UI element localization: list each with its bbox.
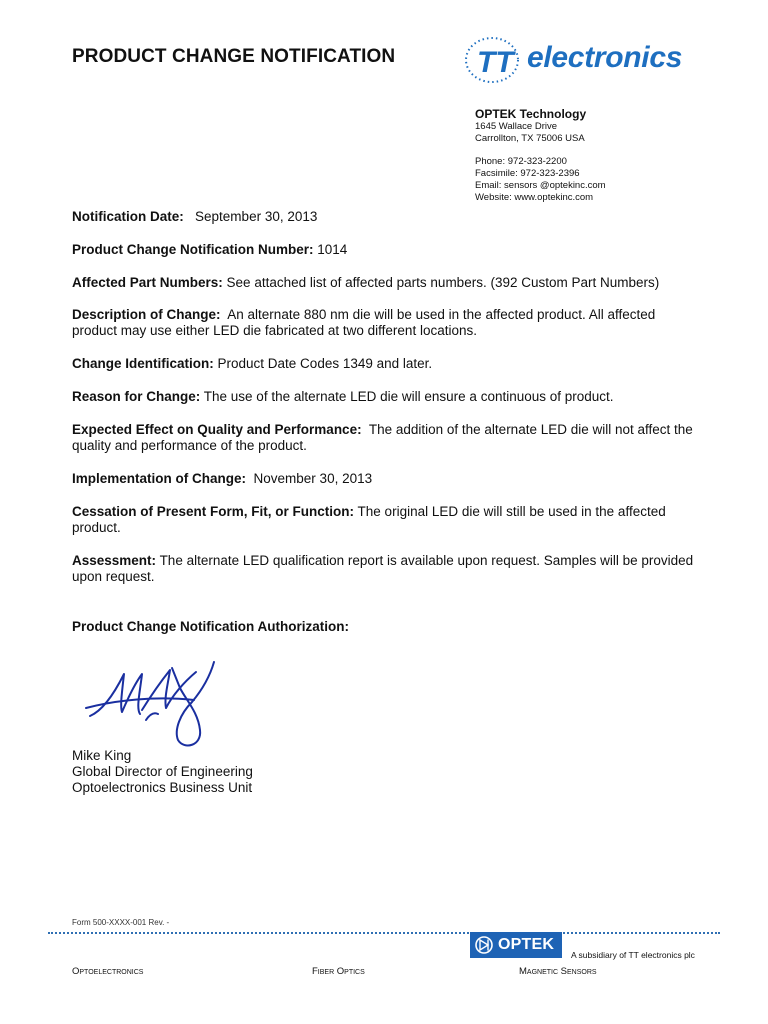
document-title: PRODUCT CHANGE NOTIFICATION <box>72 46 396 67</box>
email: Email: sensors @optekinc.com <box>475 180 606 191</box>
field-implementation <box>72 471 702 487</box>
field-label: Cessation of Present Form, Fit, or Function: <box>72 504 355 519</box>
field-label: Assessment: <box>72 553 157 568</box>
field-notification-date <box>72 209 702 225</box>
field-label: Notification Date: <box>72 209 184 224</box>
address-line-2: Carrollton, TX 75006 USA <box>475 133 585 144</box>
field-expected-effect <box>72 422 702 454</box>
signatory-unit: Optoelectronics Business Unit <box>72 780 253 795</box>
fax: Facsimile: 972-323-2396 <box>475 168 580 179</box>
optek-logo-text: OPTEK <box>498 936 555 953</box>
field-label: Product Change Notification Number: <box>72 242 314 257</box>
footer-divider <box>48 932 720 934</box>
field-reason <box>72 389 702 405</box>
field-value: September 30, 2013 <box>195 209 318 224</box>
field-description <box>72 307 702 339</box>
signatory-title: Global Director of Engineering <box>72 764 253 779</box>
company-name: OPTEK Technology <box>475 107 587 121</box>
field-label: Implementation of Change: <box>72 471 247 486</box>
field-value: The use of the alternate LED die will ensure a continuous of product. <box>203 389 614 404</box>
field-value: Product Date Codes 1349 and later. <box>217 356 433 371</box>
form-number: Form 500-XXXX-001 Rev. - <box>72 918 170 927</box>
optek-diode-icon <box>473 935 497 955</box>
signatory-block <box>72 748 253 796</box>
optek-logo <box>470 932 562 958</box>
footer-magnetic-sensors: Magnetic Sensors <box>519 966 597 977</box>
field-value: 1014 <box>317 242 348 257</box>
field-label: Description of Change: <box>72 307 221 322</box>
handwritten-signature <box>76 640 236 760</box>
subsidiary-note: A subsidiary of TT electronics plc <box>571 950 695 960</box>
tt-electronics-logo <box>462 34 702 84</box>
field-value: An alternate 880 nm die will be used in the affected product. All affected product may use either LED die fabricated at two different locations. <box>72 307 656 338</box>
field-cessation <box>72 504 702 536</box>
field-value: See attached list of affected parts numbers. (392 Custom Part Numbers) <box>226 275 660 290</box>
field-label: Expected Effect on Quality and Performance: <box>72 422 362 437</box>
field-affected-parts <box>72 275 702 291</box>
address-line-1: 1645 Wallace Drive <box>475 121 558 132</box>
field-value: November 30, 2013 <box>253 471 373 486</box>
tt-logo-letters: TT <box>477 46 514 79</box>
authorization-heading: Product Change Notification Authorization: <box>72 619 349 634</box>
field-assessment <box>72 553 702 585</box>
field-label: Change Identification: <box>72 356 214 371</box>
field-pcn-number <box>72 242 702 258</box>
field-value: The alternate LED qualification report is available upon request. Samples will be provided upon request. <box>72 553 694 584</box>
field-value: The original LED die will still be used in the affected product. <box>72 504 666 535</box>
phone: Phone: 972-323-2200 <box>475 156 567 167</box>
field-value: The addition of the alternate LED die will not affect the quality and performance of the product. <box>72 422 693 453</box>
field-change-identification <box>72 356 702 372</box>
field-label: Reason for Change: <box>72 389 201 404</box>
footer-fiber-optics: Fiber Optics <box>312 966 365 977</box>
website: Website: www.optekinc.com <box>475 192 594 203</box>
company-info <box>475 107 606 204</box>
footer-optoelectronics: Optoelectronics <box>72 966 144 977</box>
logo-wordmark: electronics <box>527 41 683 74</box>
signatory-name: Mike King <box>72 748 132 763</box>
field-label: Affected Part Numbers: <box>72 275 223 290</box>
tt-logo-mark <box>462 34 526 84</box>
